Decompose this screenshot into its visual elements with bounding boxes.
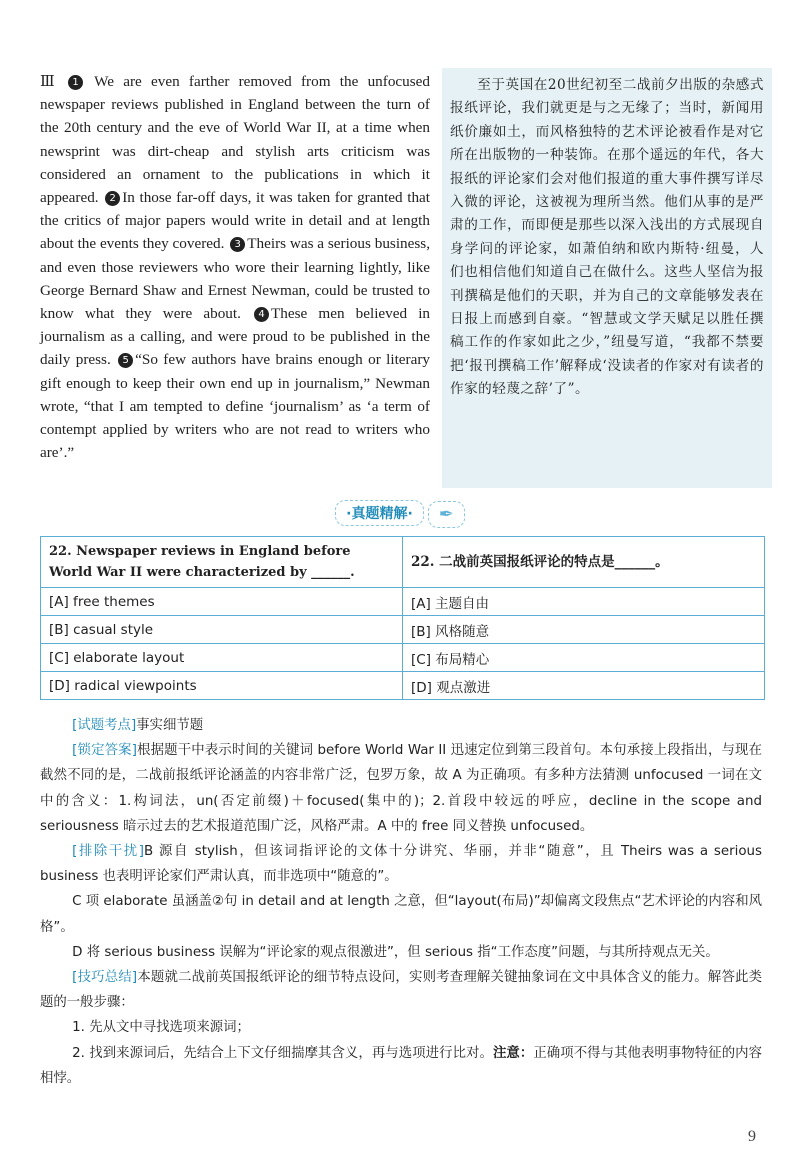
sentence-marker: 4 — [254, 307, 269, 322]
sentence-4: These men believed in journalism as a calling, and were proud to be published in the daily press. — [40, 305, 431, 369]
sentence-5: “So few authors have brains enough or literary gift enough to keep their own end up in journalism,” Newman wrote, “that I am tempted to define ‘journalism’ as ‘a term of contempt applied by writers who are not read to writers who are’.” — [40, 351, 430, 462]
skill-tag: [技巧总结] — [72, 970, 138, 986]
option-row — [41, 588, 765, 616]
pen-icon: ✒ — [428, 501, 465, 528]
option-b-en: [B] casual style — [41, 616, 403, 644]
sentence-marker: 5 — [118, 353, 133, 368]
option-row — [41, 616, 765, 644]
question-table — [40, 536, 765, 700]
english-passage — [40, 70, 430, 464]
sentence-1: We are even farther removed from the unfocused newspaper reviews published in England between the turn of the 20th century and the eve of World War II, at a time when newsprint was dirt-cheap and stylish arts criticism was considered an ornament to the publications in which it appeared. — [40, 73, 430, 207]
sentence-marker: 2 — [105, 191, 120, 206]
test-point-tag: [试题考点] — [72, 718, 137, 733]
exclude-b-text: B 源自 stylish，但该词指评论的文体十分讲究、华丽，并非“随意”，且 Theirs was a serious business 也表明评论家们严肃认真，而非选项中“随意的”。 — [40, 844, 762, 885]
option-d-en: [D] radical viewpoints — [41, 672, 403, 700]
option-row — [41, 672, 765, 700]
answer-explanation — [40, 738, 762, 839]
question-en: 22. Newspaper reviews in England before World War II were characterized by ______. — [41, 537, 403, 588]
skill-summary — [40, 965, 762, 1015]
page-number: 9 — [748, 1128, 756, 1145]
answer-text: 根据题干中表示时间的关键词 before World War II 迅速定位到第三段首句。本句承接上段指出，与现在截然不同的是，二战前报纸评论涵盖的内容非常广泛，包罗万象，故 A 为正确项。有多种方法猜测 unfocused 一词在文中的含义：1.构词法，un(否定前缀)＋focused(集中的)；2.首段中较远的呼应，decline in the scope and seriousness 暗示过去的艺术报道范围广泛，风格严肃。A 中的 free 同义替换 unfocused。 — [40, 743, 763, 834]
section-title-label: ·真题精解· — [335, 500, 424, 526]
exclude-c: C 项 elaborate 虽涵盖②句 in detail and at length 之意，但“layout(布局)”却偏离文段焦点“艺术评论的内容和风格”。 — [40, 894, 762, 935]
option-row — [41, 644, 765, 672]
skill-text: 本题就二战前英国报纸评论的细节特点设问，实则考查理解关键抽象词在文中具体含义的能力。解答此类题的一般步骤： — [40, 970, 762, 1011]
sentence-3: Theirs was a serious business, and even those reviewers who wore their learning lightly, like George Bernard Shaw and Ernest Newman, could be trusted to know what they were about. — [40, 235, 430, 323]
option-c-en: [C] elaborate layout — [41, 644, 403, 672]
answer-tag: [锁定答案] — [72, 743, 137, 759]
chinese-translation-box — [442, 68, 772, 488]
sentence-marker: 1 — [68, 75, 83, 90]
note-label: 注意： — [492, 1045, 534, 1061]
step-2 — [40, 1041, 762, 1091]
translation-text: 至于英国在20世纪初至二战前夕出版的杂感式报纸评论，我们就更是与之无缘了；当时，新闻用纸价廉如土，而风格独特的艺术评论被看作是对它所在出版物的一种装饰。在那个遥远的年代，各大报纸的评论家们会对他们报道的重大事件撰写详尽入微的评论，这被视为理所当然。他们从事的是严肃的工作，而即便是那些以深入浅出的方式展现自身学问的评论家，如萧伯纳和欧内斯特·纽曼，人们也相信他们知道自己在做什么。这些人坚信为报刊撰稿是他们的天职，并为自己的文章能够发表在日报上而感到自豪。“智慧或文学天赋足以胜任撰稿工作的作家如此之少，”纽曼写道，“我都不禁要把‘报刊撰稿工作’解释成‘没读者的作家对有读者的作家的轻蔑之辞’了”。 — [450, 77, 764, 398]
exclude-d: D 将 serious business 误解为“评论家的观点很激进”，但 serious 指“工作态度”问题，与其所持观点无关。 — [72, 944, 719, 960]
step-2-text: 2. 找到来源词后，先结合上下文仔细揣摩其含义，再与选项进行比对。 — [72, 1045, 493, 1061]
option-c-cn: [C] 布局精心 — [403, 644, 765, 672]
exclude-tag: [排除干扰] — [72, 844, 144, 860]
paragraph-number: Ⅲ — [40, 72, 61, 90]
note-text: 正确项不得与其他表明事物特征的内容相悖。 — [40, 1045, 763, 1086]
test-point — [40, 713, 762, 738]
test-point-text: 事实细节题 — [136, 718, 204, 733]
sentence-marker: 3 — [230, 237, 245, 252]
exclude-b — [40, 839, 762, 889]
section-title — [0, 500, 800, 528]
step-1: 1. 先从文中寻找选项来源词； — [72, 1020, 250, 1036]
sentence-2: In those far-off days, it was taken for granted that the critics of major papers would write in detail and at length about the events they covered. — [40, 189, 431, 253]
option-b-cn: [B] 风格随意 — [403, 616, 765, 644]
question-row — [41, 537, 765, 588]
option-d-cn: [D] 观点激进 — [403, 672, 765, 700]
option-a-cn: [A] 主题自由 — [403, 588, 765, 616]
analysis-section — [40, 713, 762, 1091]
question-cn: 22. 二战前英国报纸评论的特点是______。 — [403, 537, 765, 588]
option-a-en: [A] free themes — [41, 588, 403, 616]
